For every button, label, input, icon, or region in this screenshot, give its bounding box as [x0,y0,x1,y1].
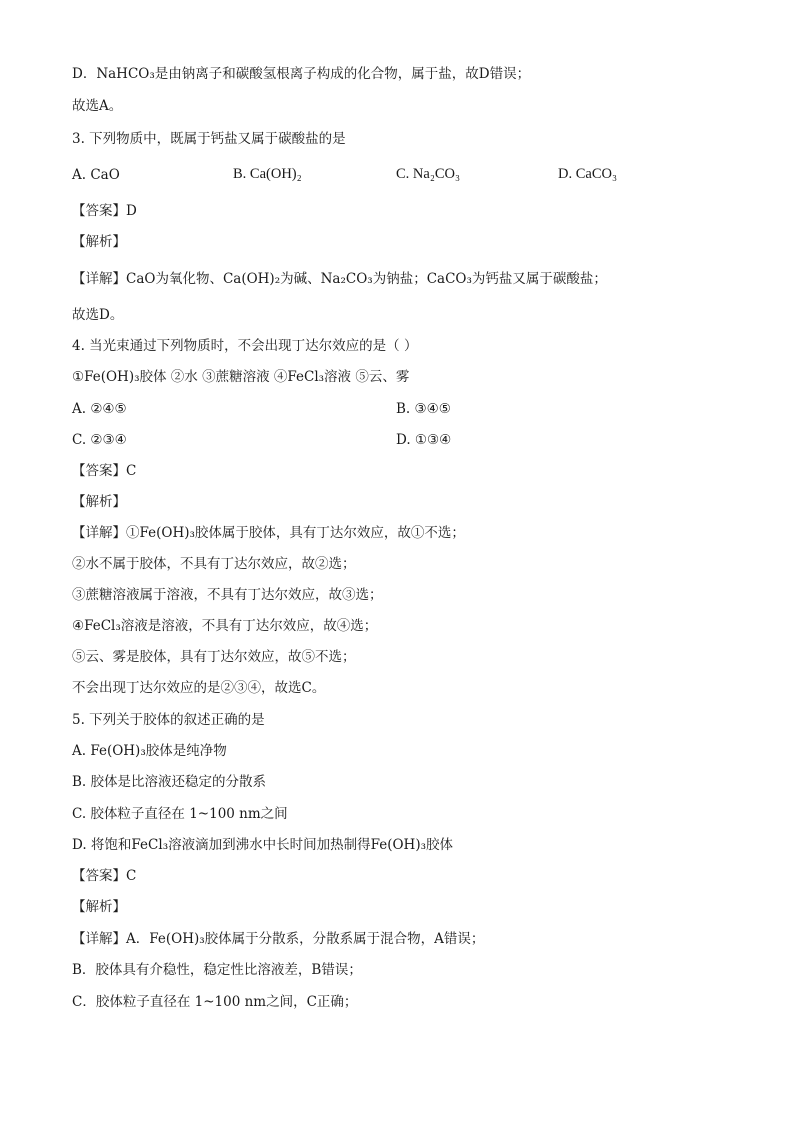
option-c: C. 胶体粒子直径在 1~100 nm之间 [72,806,288,822]
option-b: B. Ca(OH)₂ [233,166,302,182]
option-a: A. ②④⑤ [72,401,127,417]
analysis-label: 【解析】 [72,899,126,915]
answer-label: 【答案】C [72,463,137,479]
explanation-line: 【详解】CaO为氧化物、Ca(OH)₂为碱、Na₂CO₃为钠盐；CaCO₃为钙盐又属于碳酸盐； [72,271,607,287]
question-3-stem: 3. 下列物质中，既属于钙盐又属于碳酸盐的是 [72,131,346,147]
analysis-label: 【解析】 [72,494,126,510]
explanation-line: ③蔗糖溶液属于溶液，不具有丁达尔效应，故③选； [72,587,383,603]
option-d: D. CaCO₃ [558,166,618,182]
answer-label: 【答案】D [72,203,137,219]
option-d: D. 将饱和FeCl₃溶液滴加到沸水中长时间加热制得Fe(OH)₃胶体 [72,837,454,853]
explanation-line: ⑤云、雾是胶体，具有丁达尔效应，故⑤不选； [72,649,356,665]
explanation-line: 【详解】A．Fe(OH)₃胶体属于分散系，分散系属于混合物，A错误； [72,931,485,947]
explanation-line: C．胶体粒子直径在 1~100 nm之间，C正确； [72,994,358,1010]
answer-label: 【答案】C [72,868,137,884]
question-4-stem: 4. 当光束通过下列物质时，不会出现丁达尔效应的是（ ） [72,338,418,354]
text-line: 故选D。 [72,307,124,323]
explanation-line: 【详解】①Fe(OH)₃胶体属于胶体，具有丁达尔效应，故①不选； [72,525,465,541]
option-c: C. Na₂CO₃ [396,166,461,182]
option-a: A. Fe(OH)₃胶体是纯净物 [72,743,227,759]
analysis-label: 【解析】 [72,234,126,250]
question-4-items: ①Fe(OH)₃胶体 ②水 ③蔗糖溶液 ④FeCl₃溶液 ⑤云、雾 [72,369,410,385]
option-b: B. 胶体是比溶液还稳定的分散系 [72,774,267,790]
explanation-line: 不会出现丁达尔效应的是②③④，故选C。 [72,680,326,696]
option-c: C. ②③④ [72,432,127,448]
option-a: A. CaO [72,167,120,183]
option-d: D. ①③④ [396,432,452,448]
question-5-stem: 5. 下列关于胶体的叙述正确的是 [72,712,265,728]
explanation-line: ②水不属于胶体，不具有丁达尔效应，故②选； [72,556,356,572]
explanation-line: ④FeCl₃溶液是溶液，不具有丁达尔效应，故④选； [72,618,378,634]
explanation-line: B．胶体具有介稳性，稳定性比溶液差，B错误； [72,962,362,978]
text-line: 故选A。 [72,98,123,114]
text-line: D．NaHCO₃是由钠离子和碳酸氢根离子构成的化合物，属于盐，故D错误； [72,66,531,82]
option-b: B. ③④⑤ [396,401,451,417]
